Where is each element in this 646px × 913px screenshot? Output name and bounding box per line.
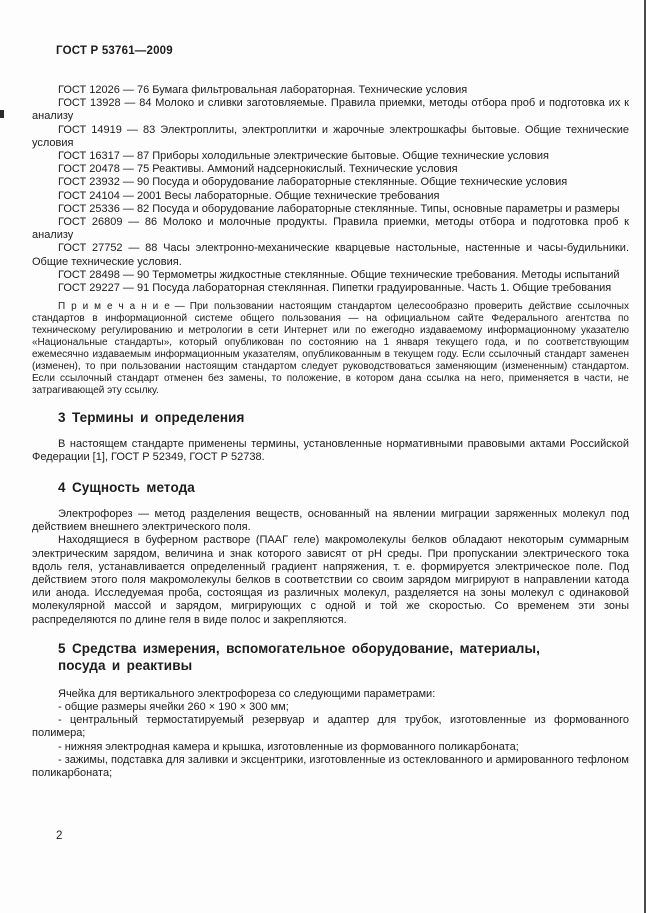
equipment-item: - нижняя электродная камера и крышка, изготовленные из формованного поликарбоната; xyxy=(58,740,519,753)
section-5-intro: Ячейка для вертикального электрофореза со следующими параметрами: xyxy=(58,687,436,700)
note-label: П р и м е ч а н и е xyxy=(58,301,170,313)
references-list xyxy=(32,84,629,295)
note-dash: — xyxy=(174,301,185,313)
scan-artifact-speck xyxy=(0,110,4,118)
equipment-item: - зажимы, подставка для заливки и эксцентрики, изготовленные из остеклованного и армированного тефлоном поликарбоната; xyxy=(32,753,629,779)
section-3-paragraph: В настоящем стандарте применены термины, установленные нормативными правовыми актами Российской Федерации [1], ГОСТ Р 52349, ГОСТ Р 52738. xyxy=(32,437,629,463)
section-5-items xyxy=(32,701,629,780)
reference-item: ГОСТ 27752 — 88 Часы электронно-механические кварцевые настольные, настенные и часы-будильники. Общие технические условия. xyxy=(32,242,629,268)
section-4-heading: 4 Сущность метода xyxy=(58,479,195,495)
reference-item: ГОСТ 26809 — 86 Молоко и молочные продукты. Правила приемки, методы отбора и подготовка проб к анализу xyxy=(32,216,629,242)
page-number: 2 xyxy=(56,830,63,842)
note-paragraph xyxy=(32,301,629,396)
reference-item: ГОСТ 12026 — 76 Бумага фильтровальная лабораторная. Технические условия xyxy=(58,84,468,96)
section-5-heading xyxy=(58,640,629,675)
reference-item: ГОСТ 16317 — 87 Приборы холодильные электрические бытовые. Общие технические условия xyxy=(58,150,549,163)
section-5-heading-line2: посуда и реактивы xyxy=(58,658,193,674)
note-text: При пользовании настоящим стандартом целесообразно проверить действие ссылочных стандартов в информационной системе общего пользования — на официальном сайте Федерального агентства по техническому регулированию и метрологии в сети Интернет или по ежегодно издаваемому информационному указателю «Национальные стандарты», который опубликован по состоянию на 1 января текущего года, и по соответствующим ежемесячно издаваемым информационным указателям, опубликованным в текущем году. Если ссылочный стандарт заменен (изменен), то при пользовании настоящим стандартом следует руководствоваться заменяющим (измененным) стандартом. Если ссылочный стандарт отменен без замены, то положение, в котором дана ссылка на него, применяется в части, не затрагивающей эту ссылку. xyxy=(32,301,629,396)
reference-item: ГОСТ 14919 — 83 Электроплиты, электроплитки и жарочные электрошкафы бытовые. Общие технические условия xyxy=(32,123,629,149)
reference-item: ГОСТ 23932 — 90 Посуда и оборудование лабораторные стеклянные. Общие технические условия xyxy=(58,176,568,189)
doc-code-header: ГОСТ Р 53761—2009 xyxy=(56,45,173,57)
reference-item: ГОСТ 20478 — 75 Реактивы. Аммоний надсернокислый. Технические условия xyxy=(58,163,458,176)
section-3-heading: 3 Термины и определения xyxy=(58,409,245,425)
section-4-paragraph: Находящиеся в буферном растворе (ПААГ геле) макромолекулы белков обладают некоторым суммарным электрическим зарядом, величина и знак которого зависят от рН среды. При пропускании электрического тока вдоль геля, устанавливается определенный градиент напряжения, т. е. формируется электрическое поле. Под действием этого поля макромолекулы белков в соответствии со своим зарядом мигрируют в направлении катода или анода. Исследуемая проба, состоящая из различных молекул, разделяется на зоны молекул с одинаковой молекулярной массой и зарядом, мигрирующих с одной и той же скоростью. Со временем эти зоны распределяются по длине геля в виде полос и закрепляются. xyxy=(32,534,629,626)
reference-item: ГОСТ 29227 — 91 Посуда лабораторная стеклянная. Пипетки градуированные. Часть 1. Общие требования xyxy=(58,282,612,295)
reference-item: ГОСТ 13928 — 84 Молоко и сливки заготовляемые. Правила приемки, методы отбора проб и подготовка их к анализу xyxy=(32,97,629,123)
section-4-paragraph: Электрофорез — метод разделения веществ, основанный на явлении миграции заряженных молекул под действием внешнего электрического поля. xyxy=(32,507,629,534)
reference-item: ГОСТ 24104 — 2001 Весы лабораторные. Общие технические требования xyxy=(58,189,440,202)
reference-item: ГОСТ 28498 — 90 Термометры жидкостные стеклянные. Общие технические требования. Методы испытаний xyxy=(58,268,620,281)
equipment-item: - общие размеры ячейки 260 × 190 × 300 мм; xyxy=(58,700,289,713)
reference-item: ГОСТ 25336 — 82 Посуда и оборудование лабораторные стеклянные. Типы, основные параметры и размеры xyxy=(58,202,620,215)
section-5-heading-line1: 5 Средства измерения, вспомогательное оборудование, материалы, xyxy=(58,640,540,656)
page-content xyxy=(32,84,629,780)
equipment-item: - центральный термостатируемый резервуар и адаптер для трубок, изготовленные из формованного полимера; xyxy=(32,714,629,740)
